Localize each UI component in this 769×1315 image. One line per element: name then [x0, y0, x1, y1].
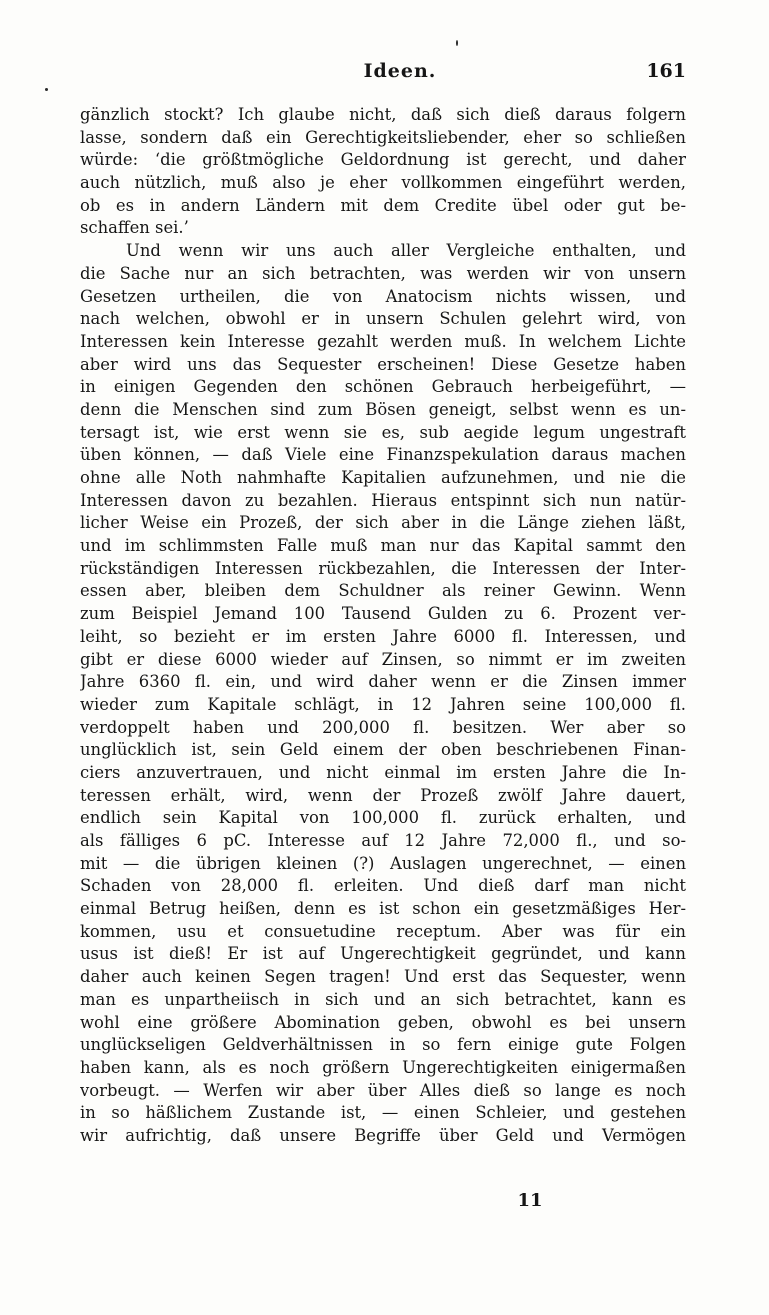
text-line: in so häßlichem Zustande ist, — einen Schleier, und gestehen	[80, 1103, 686, 1123]
text-line: zum Beispiel Jemand 100 Tausend Gulden zu 6. Prozent ver-	[80, 604, 686, 624]
text-line: Interessen davon zu bezahlen. Hieraus entspinnt sich nun natür-	[80, 490, 686, 510]
text-line: daher auch keinen Segen tragen! Und erst das Sequester, wenn	[80, 967, 686, 987]
text-line: Schaden von 28,000 fl. erleiten. Und dieß darf man nicht	[80, 876, 686, 896]
text-line: denn die Menschen sind zum Bösen geneigt, selbst wenn es un-	[80, 399, 686, 419]
text-line: üben können, — daß Viele eine Finanzspekulation daraus machen	[80, 445, 686, 465]
text-line: kommen, usu et consuetudine receptum. Aber was für ein	[80, 921, 686, 941]
text-line: die Sache nur an sich betrachten, was werden wir von unsern	[80, 263, 686, 283]
text-line: würde: ‘die größtmögliche Geldordnung ist gerecht, und daher	[80, 150, 686, 170]
text-line: unglücklich ist, sein Geld einem der oben beschriebenen Finan-	[80, 740, 686, 760]
text-line: endlich sein Kapital von 100,000 fl. zurück erhalten, und	[80, 808, 686, 828]
text-line: Jahre 6360 fl. ein, und wird daher wenn er die Zinsen immer	[80, 672, 686, 692]
text-line: ohne alle Noth nahmhafte Kapitalien aufzunehmen, und nie die	[80, 468, 686, 487]
text-line: in einigen Gegenden den schönen Gebrauch herbeigeführt, —	[80, 377, 686, 397]
text-line: gibt er diese 6000 wieder auf Zinsen, so nimmt er im zweiten	[80, 649, 686, 669]
text-line: nach welchen, obwohl er in unsern Schulen gelehrt wird, von	[80, 309, 686, 329]
text-line: lasse, sondern daß ein Gerechtigkeitsliebender, eher so schließen	[80, 127, 686, 147]
text-line: teressen erhält, wird, wenn der Prozeß zwölf Jahre dauert,	[80, 785, 686, 805]
text-line: einmal Betrug heißen, denn es ist schon ein gesetzmäßiges Her-	[80, 899, 686, 919]
text-line: leiht, so bezieht er im ersten Jahre 6000 fl. Interessen, und	[80, 626, 686, 646]
text-line: und im schlimmsten Falle muß man nur das Kapital sammt den	[80, 536, 686, 556]
text-line: man es unpartheiisch in sich und an sich betrachtet, kann es	[80, 989, 686, 1009]
page-number: 161	[646, 60, 686, 82]
signature-mark: 11	[517, 1190, 543, 1211]
text-line: Und wenn wir uns auch aller Vergleiche enthalten, und	[126, 241, 686, 261]
text-line: Gesetzen urtheilen, die von Anatocism nichts wissen, und	[80, 286, 686, 306]
text-line: licher Weise ein Prozeß, der sich aber in die Länge ziehen läßt,	[80, 513, 686, 533]
text-line: auch nützlich, muß also je eher vollkommen eingeführt werden,	[80, 173, 686, 193]
text-line: essen aber, bleiben dem Schuldner als reiner Gewinn. Wenn	[80, 581, 686, 601]
text-line: schaffen sei.’	[80, 218, 189, 238]
text-line: haben kann, als es noch größern Ungerechtigkeiten einigermaßen	[80, 1057, 686, 1077]
text-line: mit — die übrigen kleinen (?) Auslagen ungerechnet, — einen	[80, 853, 686, 873]
text-line: wir aufrichtig, daß unsere Begriffe über Geld und Vermögen	[80, 1125, 686, 1145]
text-line: rückständigen Interessen rückbezahlen, die Interessen der Inter-	[80, 558, 686, 578]
text-line: tersagt ist, wie erst wenn sie es, sub aegide legum ungestraft	[80, 422, 686, 442]
text-line: wohl eine größere Abomination geben, obwohl es bei unsern	[80, 1012, 686, 1032]
text-line: als fälliges 6 pC. Interesse auf 12 Jahre 72,000 fl., und so-	[80, 831, 686, 850]
text-line: unglückseligen Geldverhältnissen in so fern einige gute Folgen	[80, 1035, 686, 1055]
running-head	[80, 60, 686, 90]
text-line: ciers anzuvertrauen, und nicht einmal im ersten Jahre die In-	[80, 762, 686, 782]
text-line: vorbeugt. — Werfen wir aber über Alles dieß so lange es noch	[80, 1080, 686, 1100]
ink-speck	[45, 88, 48, 91]
running-title: Ideen.	[363, 60, 437, 82]
text-line: gänzlich stockt? Ich glaube nicht, daß sich dieß daraus folgern	[80, 105, 686, 124]
text-line: wieder zum Kapitale schlägt, in 12 Jahren seine 100,000 fl.	[80, 694, 686, 714]
text-line: aber wird uns das Sequester erscheinen! Diese Gesetze haben	[80, 354, 686, 374]
ink-speck	[456, 40, 458, 46]
text-line: ob es in andern Ländern mit dem Credite übel oder gut be-	[80, 195, 686, 215]
text-line: Interessen kein Interesse gezahlt werden muß. In welchem Lichte	[80, 331, 686, 351]
text-line: usus ist dieß! Er ist auf Ungerechtigkeit gegründet, und kann	[80, 944, 686, 964]
text-line: verdoppelt haben und 200,000 fl. besitzen. Wer aber so	[80, 717, 686, 737]
body-text	[80, 104, 686, 1148]
